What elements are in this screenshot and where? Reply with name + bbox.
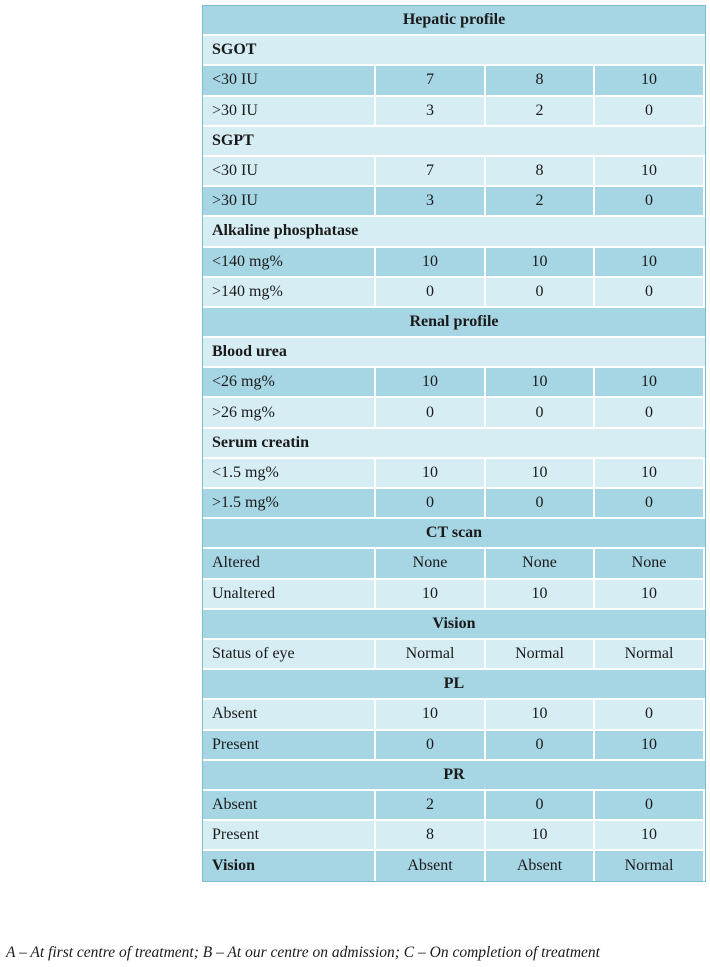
value-a: 10 <box>374 368 484 396</box>
value-a: 10 <box>374 459 484 487</box>
row-label: Unaltered <box>203 580 374 608</box>
subheader-row <box>203 36 705 66</box>
value-c: 10 <box>593 459 703 487</box>
value-b: None <box>484 549 593 577</box>
subheader-row <box>203 127 705 157</box>
value-b: 0 <box>484 278 593 306</box>
value-b: 0 <box>484 731 593 759</box>
section-header: Vision <box>203 610 705 638</box>
subheader-row <box>203 429 705 459</box>
subheader: SGPT <box>203 127 705 155</box>
table-row <box>203 66 705 96</box>
subheader: Blood urea <box>203 338 705 366</box>
row-label: Altered <box>203 549 374 577</box>
value-a: 0 <box>374 398 484 426</box>
table-row <box>203 700 705 730</box>
value-a: 0 <box>374 731 484 759</box>
value-c: 0 <box>593 700 703 728</box>
value-a: 7 <box>374 66 484 94</box>
table-row <box>203 459 705 489</box>
table-row <box>203 187 705 217</box>
value-c: 0 <box>593 97 703 125</box>
row-label: <30 IU <box>203 66 374 94</box>
value-c: Normal <box>593 640 703 668</box>
value-b: 10 <box>484 248 593 276</box>
table-row <box>203 791 705 821</box>
value-b: 10 <box>484 700 593 728</box>
table-row <box>203 398 705 428</box>
section-header: PR <box>203 761 705 789</box>
row-label: <26 mg% <box>203 368 374 396</box>
value-c: 0 <box>593 187 703 215</box>
table-row <box>203 549 705 579</box>
section-header-row <box>203 761 705 791</box>
subheader: Serum creatin <box>203 429 705 457</box>
row-label: <140 mg% <box>203 248 374 276</box>
value-b: 8 <box>484 66 593 94</box>
value-c: 10 <box>593 157 703 185</box>
row-label: <1.5 mg% <box>203 459 374 487</box>
subheader-row <box>203 338 705 368</box>
value-a: 7 <box>374 157 484 185</box>
section-header-row <box>203 519 705 549</box>
value-b: 2 <box>484 187 593 215</box>
value-a: None <box>374 549 484 577</box>
value-b: Normal <box>484 640 593 668</box>
value-b: 10 <box>484 459 593 487</box>
row-label: >30 IU <box>203 97 374 125</box>
value-c: 0 <box>593 278 703 306</box>
section-header: Renal profile <box>203 308 705 336</box>
table-row <box>203 368 705 398</box>
value-b: 0 <box>484 489 593 517</box>
section-header: CT scan <box>203 519 705 547</box>
value-a: Normal <box>374 640 484 668</box>
row-label: Present <box>203 731 374 759</box>
table-row <box>203 580 705 610</box>
table-row <box>203 97 705 127</box>
value-b: 2 <box>484 97 593 125</box>
section-header: Hepatic profile <box>203 6 705 34</box>
value-a: 10 <box>374 580 484 608</box>
row-label: >1.5 mg% <box>203 489 374 517</box>
value-b: 10 <box>484 821 593 849</box>
table-row <box>203 489 705 519</box>
value-a: 3 <box>374 187 484 215</box>
subheader: SGOT <box>203 36 705 64</box>
value-b: 8 <box>484 157 593 185</box>
value-c: None <box>593 549 703 577</box>
value-b: 10 <box>484 580 593 608</box>
table-row <box>203 157 705 187</box>
table-row <box>203 821 705 851</box>
value-a: 10 <box>374 700 484 728</box>
row-label: >140 mg% <box>203 278 374 306</box>
table-row <box>203 248 705 278</box>
value-b: 10 <box>484 368 593 396</box>
row-label: Present <box>203 821 374 849</box>
value-c: 0 <box>593 489 703 517</box>
table-row <box>203 851 705 881</box>
row-label: Vision <box>203 851 374 881</box>
value-c: 0 <box>593 398 703 426</box>
value-b: 0 <box>484 791 593 819</box>
value-c: 10 <box>593 580 703 608</box>
value-c: 0 <box>593 791 703 819</box>
value-a: 3 <box>374 97 484 125</box>
row-label: <30 IU <box>203 157 374 185</box>
section-header-row <box>203 6 705 36</box>
row-label: Absent <box>203 791 374 819</box>
value-a: Absent <box>374 851 484 881</box>
value-b: Absent <box>484 851 593 881</box>
subheader: Alkaline phosphatase <box>203 217 705 245</box>
value-a: 2 <box>374 791 484 819</box>
value-c: 10 <box>593 821 703 849</box>
value-c: Normal <box>593 851 703 881</box>
value-a: 8 <box>374 821 484 849</box>
section-header-row <box>203 308 705 338</box>
row-label: >26 mg% <box>203 398 374 426</box>
section-header: PL <box>203 670 705 698</box>
value-c: 10 <box>593 368 703 396</box>
value-a: 0 <box>374 489 484 517</box>
subheader-row <box>203 217 705 247</box>
value-a: 10 <box>374 248 484 276</box>
row-label: >30 IU <box>203 187 374 215</box>
value-c: 10 <box>593 248 703 276</box>
table-row <box>203 731 705 761</box>
row-label: Absent <box>203 700 374 728</box>
value-a: 0 <box>374 278 484 306</box>
row-label: Status of eye <box>203 640 374 668</box>
table-row <box>203 640 705 670</box>
table-row <box>203 278 705 308</box>
data-table <box>202 5 706 882</box>
value-c: 10 <box>593 66 703 94</box>
section-header-row <box>203 610 705 640</box>
value-b: 0 <box>484 398 593 426</box>
value-c: 10 <box>593 731 703 759</box>
section-header-row <box>203 670 705 700</box>
table-footnote: A – At first centre of treatment; B – At our centre on admission; C – On completion of treatment <box>6 944 600 961</box>
